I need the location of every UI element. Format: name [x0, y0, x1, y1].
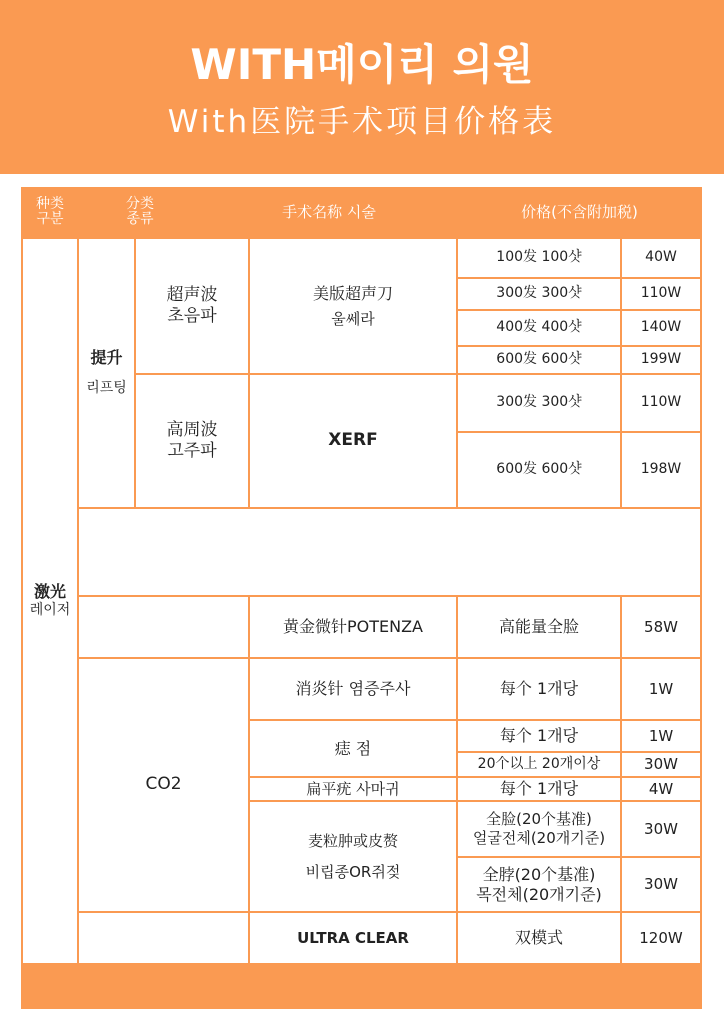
hifu-zh: 高周波: [166, 419, 218, 440]
ulthera-count-2: 300发 300샷: [458, 279, 620, 309]
ulthera-ko: 울쎄라: [331, 309, 375, 328]
milia-ko: 비립종OR쥐젖: [305, 862, 401, 881]
ulthera-zh: 美版超声刀: [312, 283, 393, 303]
wart-price: 4W: [622, 778, 700, 800]
wart-unit: 每个 1개당: [458, 778, 620, 800]
procedure-milia: [250, 802, 456, 911]
procedure-ultra-clear: ULTRA CLEAR: [250, 913, 456, 963]
procedure-potenza: 黄金微针POTENZA: [250, 597, 456, 657]
price-table: [21, 187, 702, 1009]
procedure-xerf: XERF: [250, 375, 456, 507]
milia-neck-price: 30W: [622, 858, 700, 911]
potenza-option: 高能量全脸: [458, 597, 620, 657]
mole-unit-1: 每个 1개당: [458, 721, 620, 751]
header-type-zh: 种类: [36, 195, 64, 212]
subclass-ultrasound: [136, 239, 248, 373]
milia-face-zh: 全脸(20个基准): [486, 810, 592, 829]
ulthera-price-3: 140W: [622, 311, 700, 345]
subclass-hifu: [136, 375, 248, 507]
anti-inflammatory-price: 1W: [622, 659, 700, 719]
xerf-count-2: 600发 600샷: [458, 433, 620, 507]
milia-face-ko: 얼굴전체(20개기준): [472, 829, 606, 847]
header-type-ko: 구분: [36, 211, 64, 227]
ulthera-price-4: 199W: [622, 347, 700, 373]
lifting-ko: 리프팅: [86, 380, 127, 397]
mole-price-2: 30W: [622, 753, 700, 776]
milia-zh: 麦粒肿或皮赘: [307, 831, 398, 850]
xerf-count-1: 300发 300샷: [458, 375, 620, 431]
price-list-title: With医院手术项目价格表: [167, 104, 557, 140]
class-co2: CO2: [79, 659, 248, 911]
blank-row: [79, 509, 700, 595]
procedure-wart: 扁平疣 사마귀: [250, 778, 456, 800]
laser-ko: 레이저: [29, 602, 71, 619]
procedure-ulthera: [250, 239, 456, 373]
milia-face-price: 30W: [622, 802, 700, 856]
milia-face: [458, 802, 620, 856]
header-name: 手术名称 시술: [282, 202, 376, 221]
page-header: [0, 0, 724, 174]
ultra-clear-option: 双模式: [458, 913, 620, 963]
ulthera-count-3: 400发 400샷: [458, 311, 620, 345]
milia-neck: [458, 858, 620, 911]
header-price: 价格(不含附加税): [521, 202, 638, 221]
laser-zh: 激光: [33, 582, 66, 602]
clinic-title: WITH메이리 의원: [190, 40, 534, 89]
xerf-price-1: 110W: [622, 375, 700, 431]
hifu-ko: 고주파: [167, 441, 217, 461]
anti-inflammatory-unit: 每个 1개당: [458, 659, 620, 719]
header-class: [79, 187, 201, 237]
ultra-clear-price: 120W: [622, 913, 700, 963]
ultrasound-zh: 超声波: [166, 284, 218, 305]
class-lifting: [79, 239, 134, 507]
mole-unit-2: 20个以上 20개이상: [458, 753, 620, 776]
procedure-mole: 痣 점: [250, 721, 456, 776]
ulthera-count-1: 100发 100샷: [458, 239, 620, 277]
potenza-class-blank: [79, 597, 248, 657]
mole-price-1: 1W: [622, 721, 700, 751]
procedure-anti-inflammatory: 消炎针 염증주사: [250, 659, 456, 719]
ultrasound-ko: 초음파: [167, 306, 217, 326]
header-class-zh: 分类: [126, 195, 154, 212]
milia-neck-zh: 全脖(20个基准): [482, 864, 596, 884]
milia-neck-ko: 목전체(20개기준): [476, 884, 602, 904]
header-class-ko: 종류: [126, 211, 154, 227]
potenza-price: 58W: [622, 597, 700, 657]
ulthera-price-2: 110W: [622, 279, 700, 309]
ultra-clear-class-blank: [79, 913, 248, 963]
lifting-zh: 提升: [90, 348, 123, 368]
ulthera-count-4: 600发 600샷: [458, 347, 620, 373]
header-type: [21, 187, 79, 237]
category-laser: [23, 239, 77, 963]
xerf-price-2: 198W: [622, 433, 700, 507]
ulthera-price-1: 40W: [622, 239, 700, 277]
